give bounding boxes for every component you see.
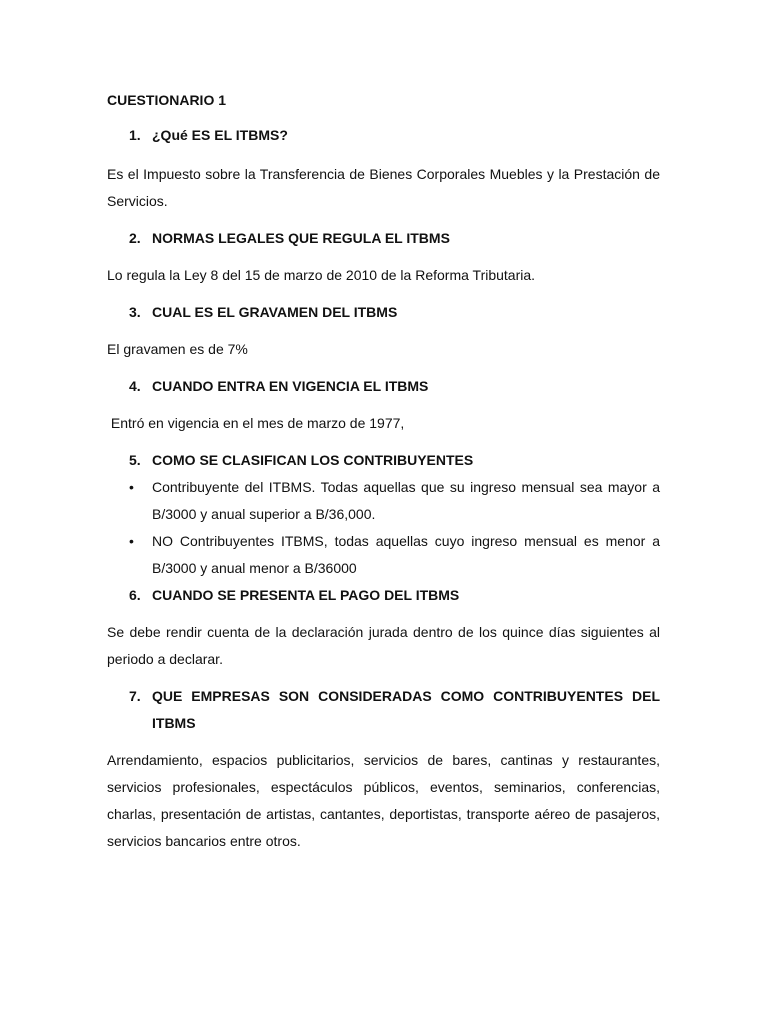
question-4-heading bbox=[107, 373, 660, 400]
question-number: 3. bbox=[129, 304, 141, 320]
question-6-heading bbox=[107, 582, 660, 609]
question-3-heading bbox=[107, 299, 660, 326]
question-1-answer: Es el Impuesto sobre la Transferencia de Bienes Corporales Muebles y la Prestación de Servicios. bbox=[107, 166, 660, 209]
document-page bbox=[107, 89, 660, 855]
bullet-text: Contribuyente del ITBMS. Todas aquellas que su ingreso mensual sea mayor a B/3000 y anual superior a B/36,000. bbox=[152, 479, 660, 522]
question-number: 2. bbox=[129, 230, 141, 246]
question-7-heading bbox=[107, 683, 660, 737]
list-item bbox=[107, 528, 660, 582]
question-text: QUE EMPRESAS SON CONSIDERADAS COMO CONTRIBUYENTES DEL ITBMS bbox=[152, 688, 660, 731]
question-number: 1. bbox=[129, 127, 141, 143]
question-number: 7. bbox=[129, 688, 141, 704]
question-2-answer: Lo regula la Ley 8 del 15 de marzo de 2010 de la Reforma Tributaria. bbox=[107, 267, 536, 283]
question-6-answer: Se debe rendir cuenta de la declaración jurada dentro de los quince días siguientes al periodo a declarar. bbox=[107, 624, 660, 667]
question-text: ¿Qué ES EL ITBMS? bbox=[152, 127, 288, 143]
list-item bbox=[107, 474, 660, 528]
question-5-heading bbox=[107, 447, 660, 474]
question-5-bullet-list bbox=[107, 474, 660, 582]
question-number: 6. bbox=[129, 587, 141, 603]
question-2-heading bbox=[107, 225, 660, 252]
question-number: 5. bbox=[129, 452, 141, 468]
question-3-answer: El gravamen es de 7% bbox=[107, 341, 248, 357]
document-title: CUESTIONARIO 1 bbox=[107, 92, 227, 108]
question-text: CUANDO SE PRESENTA EL PAGO DEL ITBMS bbox=[152, 587, 460, 603]
question-4-answer: Entró en vigencia en el mes de marzo de 1977, bbox=[107, 415, 405, 431]
bullet-icon: • bbox=[129, 533, 134, 549]
question-7-answer: Arrendamiento, espacios publicitarios, servicios de bares, cantinas y restaurantes, servicios profesionales, espectáculos públicos, eventos, seminarios, conferencias, charlas, presentación de artistas, cantantes, deportistas, transporte aéreo de pasajeros, servicios bancarios entre otros. bbox=[107, 752, 660, 849]
bullet-text: NO Contribuyentes ITBMS, todas aquellas cuyo ingreso mensual es menor a B/3000 y anual menor a B/36000 bbox=[152, 533, 660, 576]
question-text: CUAL ES EL GRAVAMEN DEL ITBMS bbox=[152, 304, 398, 320]
question-text: COMO SE CLASIFICAN LOS CONTRIBUYENTES bbox=[152, 452, 474, 468]
question-text: CUANDO ENTRA EN VIGENCIA EL ITBMS bbox=[152, 378, 429, 394]
question-1-heading bbox=[107, 122, 660, 149]
bullet-icon: • bbox=[129, 479, 134, 495]
question-number: 4. bbox=[129, 378, 141, 394]
question-text: NORMAS LEGALES QUE REGULA EL ITBMS bbox=[152, 230, 450, 246]
